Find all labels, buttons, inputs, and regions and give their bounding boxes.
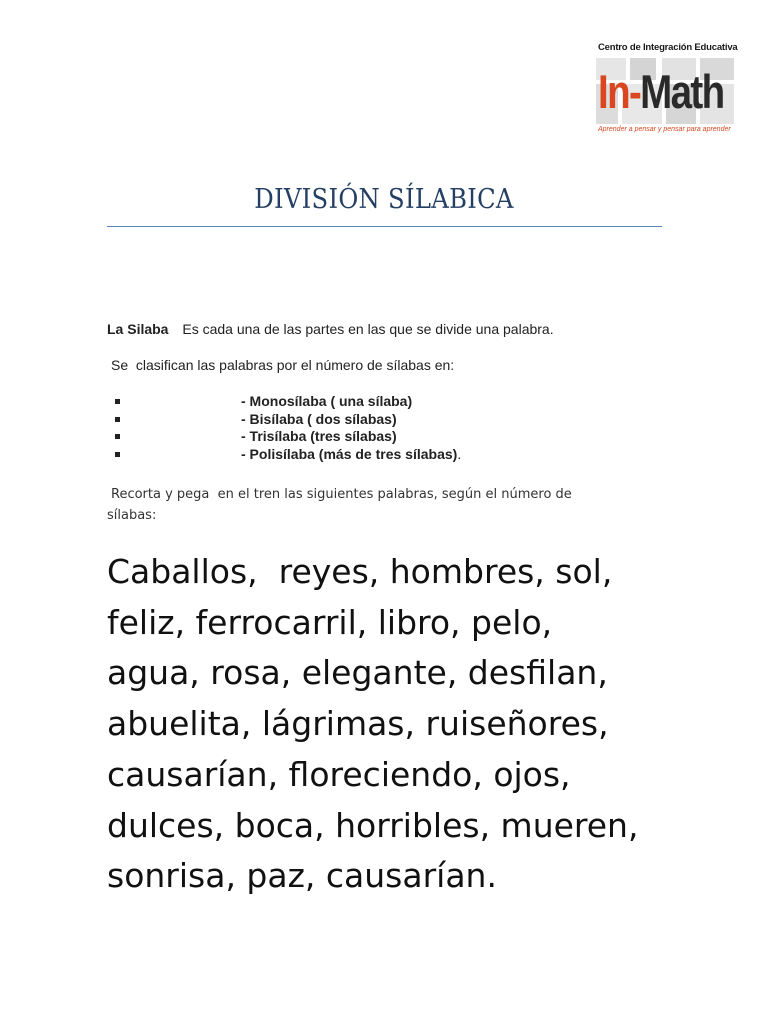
list-item — [113, 446, 613, 464]
word-line: feliz, ferrocarril, libro, pelo, — [107, 602, 553, 642]
word-line: abuelita, lágrimas, ruiseñores, — [107, 704, 609, 744]
word-line: dulces, boca, horribles, mueren, — [107, 805, 639, 845]
title-underline — [107, 226, 662, 227]
square-bullet-icon — [115, 434, 120, 439]
instruction-line-1: Recorta y pega en el tren las siguientes palabras, según el número de — [111, 487, 572, 502]
syllable-types-list — [113, 393, 613, 463]
square-bullet-icon — [115, 452, 120, 457]
type-label: - Trisílaba (tres sílabas) — [241, 428, 397, 444]
classification-intro: Se clasifican las palabras por el número de sílabas en: — [111, 357, 455, 373]
type-label: - Bisílaba ( dos sílabas) — [241, 410, 397, 427]
list-item — [113, 393, 613, 411]
type-label: - Monosílaba ( una sílaba) — [241, 393, 413, 409]
list-item — [113, 411, 613, 429]
square-bullet-icon — [115, 399, 120, 404]
word-line: Caballos, reyes, hombres, sol, — [107, 552, 613, 591]
definition-text: Es cada una de las partes en las que se divide una palabra. — [182, 321, 554, 337]
in-math-logo — [596, 42, 736, 138]
logo-tagline: Aprender a pensar y pensar para aprender — [598, 126, 731, 133]
list-item — [113, 428, 613, 446]
word-list — [107, 547, 667, 902]
word-line: causarían, floreciendo, ojos, — [107, 754, 571, 794]
instruction-line-2: sílabas: — [107, 508, 157, 523]
syllable-definition — [107, 321, 554, 337]
square-bullet-icon — [115, 417, 120, 422]
definition-term: La Silaba — [107, 321, 169, 337]
logo-brand-math: Math — [640, 65, 724, 118]
logo-brand-in: In- — [598, 65, 641, 118]
word-line: agua, rosa, elegante, desfilan, — [107, 653, 608, 693]
exercise-instruction — [107, 484, 627, 526]
type-label: - Polisílaba (más de tres sílabas) — [241, 445, 458, 462]
page-title: DIVISIÓN SÍLABICA — [254, 184, 514, 215]
logo-institution-text: Centro de Integración Educativa — [598, 42, 738, 53]
type-suffix: . — [457, 445, 462, 462]
word-line: sonrisa, paz, causarían. — [107, 856, 497, 896]
logo-brand — [598, 59, 724, 125]
